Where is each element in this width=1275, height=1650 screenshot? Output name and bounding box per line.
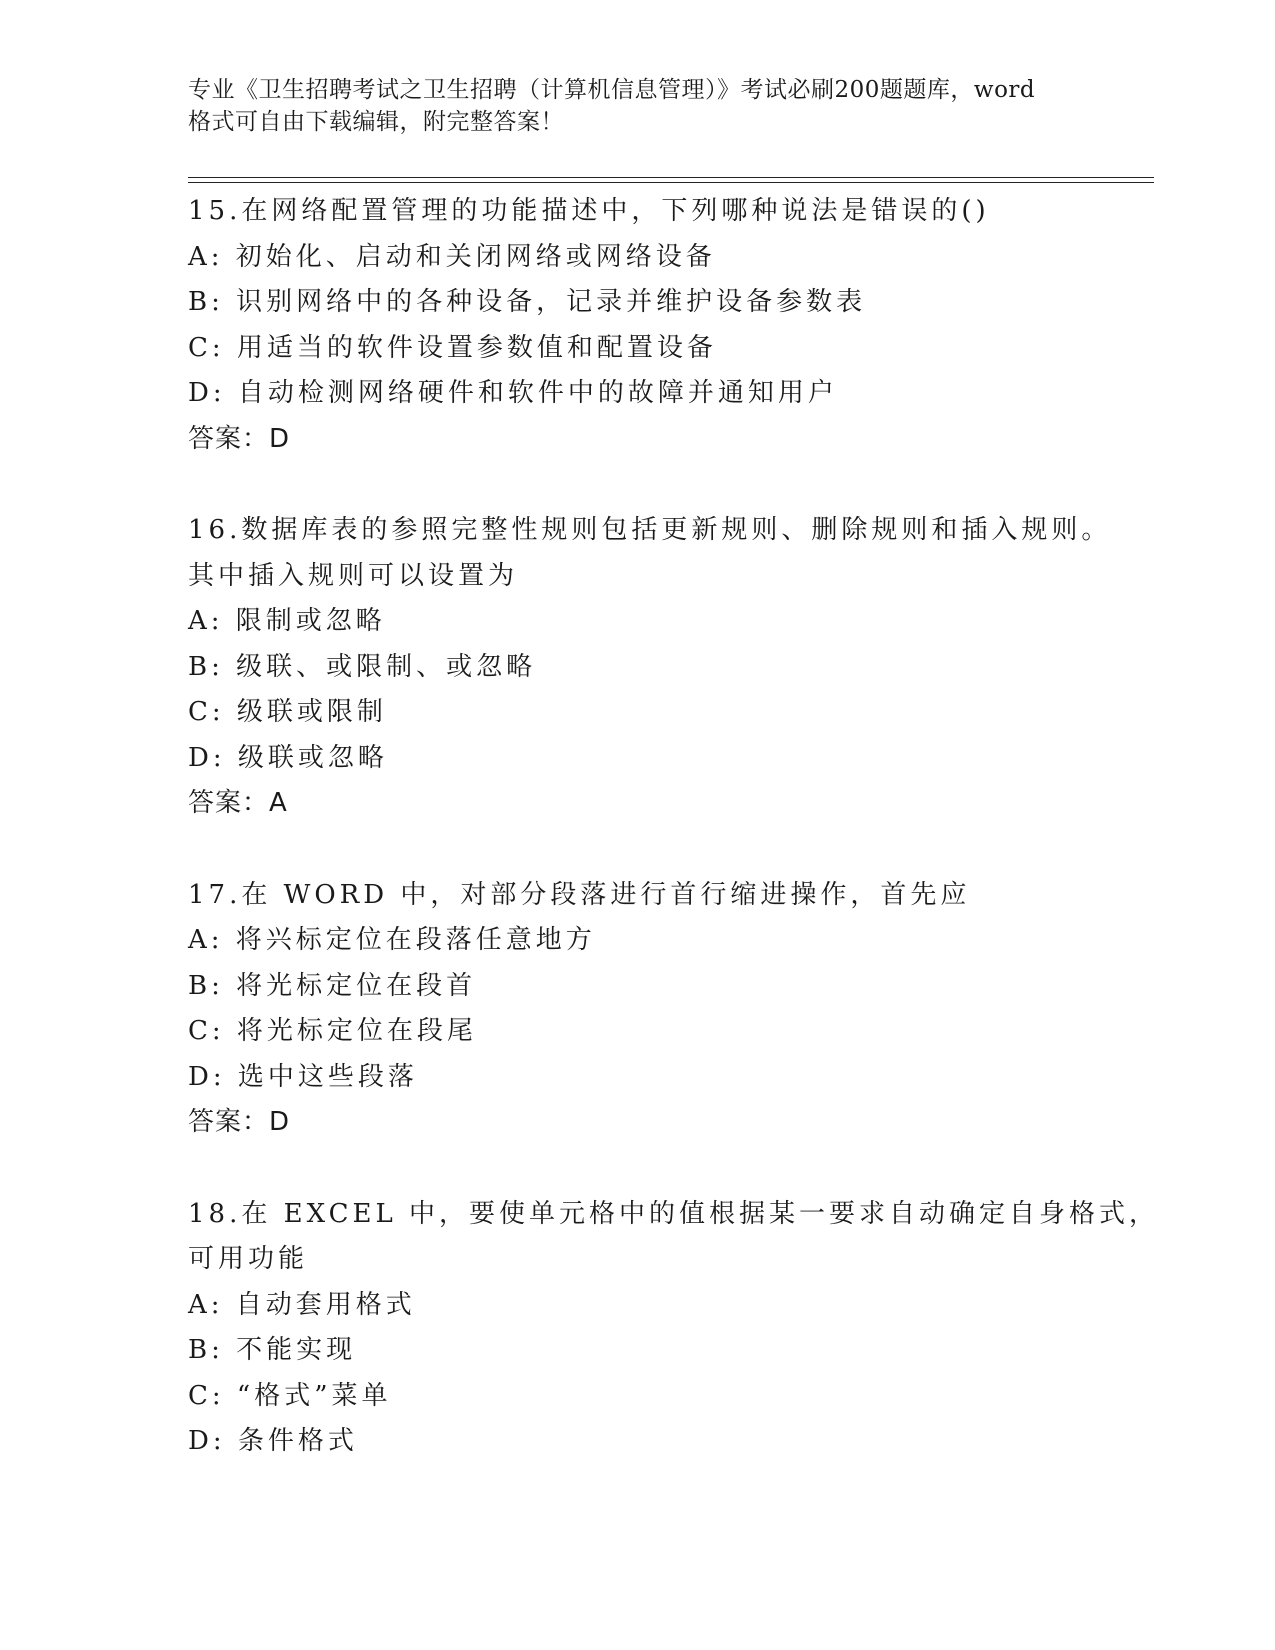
answer-label: 答案：D — [188, 423, 291, 454]
question-18 — [188, 1192, 1160, 1465]
answer-label: 答案：D — [188, 1107, 291, 1137]
option-c: C: “格式”菜单 — [188, 1380, 392, 1411]
question-15 — [188, 189, 1148, 462]
option-b: B: 不能实现 — [188, 1335, 357, 1365]
option-c: C: 用适当的软件设置参数值和配置设备 — [188, 332, 717, 363]
option-c: C: 将光标定位在段尾 — [188, 1016, 477, 1046]
option-b: B: 级联、或限制、或忽略 — [188, 651, 537, 682]
option-a: A: 将兴标定位在段落任意地方 — [188, 925, 596, 955]
question-17 — [188, 873, 1148, 1146]
header-divider-top — [188, 177, 1154, 178]
question-stem: 17.在 WORD 中，对部分段落进行首行缩进操作，首先应 — [188, 879, 971, 910]
header-divider-bottom — [188, 182, 1154, 183]
option-a: A: 初始化、启动和关闭网络或网络设备 — [188, 241, 716, 272]
option-b: B: 识别网络中的各种设备，记录并维护设备参数表 — [188, 287, 867, 317]
option-b: B: 将光标定位在段首 — [188, 970, 477, 1001]
option-d: D: 自动检测网络硬件和软件中的故障并通知用户 — [188, 378, 838, 408]
question-stem-continued: 可用功能 — [188, 1244, 309, 1274]
option-d: D: 选中这些段落 — [188, 1061, 418, 1092]
option-d: D: 级联或忽略 — [188, 742, 388, 773]
option-a: A: 限制或忽略 — [188, 606, 386, 636]
document-header — [188, 74, 1088, 138]
option-d: D: 条件格式 — [188, 1426, 358, 1456]
header-line-2: 格式可自由下载编辑，附完整答案！ — [188, 109, 564, 135]
question-16 — [188, 508, 1148, 827]
question-stem: 18.在 EXCEL 中，要使单元格中的值根据某一要求自动确定自身格式， — [188, 1198, 1160, 1229]
question-list — [188, 189, 1160, 1511]
option-c: C: 级联或限制 — [188, 697, 387, 727]
question-stem: 15.在网络配置管理的功能描述中，下列哪种说法是错误的() — [188, 196, 990, 226]
option-a: A: 自动套用格式 — [188, 1289, 416, 1320]
header-line-1: 专业《卫生招聘考试之卫生招聘（计算机信息管理）》考试必刷200题题库，word — [188, 77, 1036, 103]
answer-label: 答案：A — [188, 788, 288, 818]
question-stem-continued: 其中插入规则可以设置为 — [188, 560, 519, 591]
question-stem: 16.数据库表的参照完整性规则包括更新规则、删除规则和插入规则。 — [188, 515, 1112, 545]
